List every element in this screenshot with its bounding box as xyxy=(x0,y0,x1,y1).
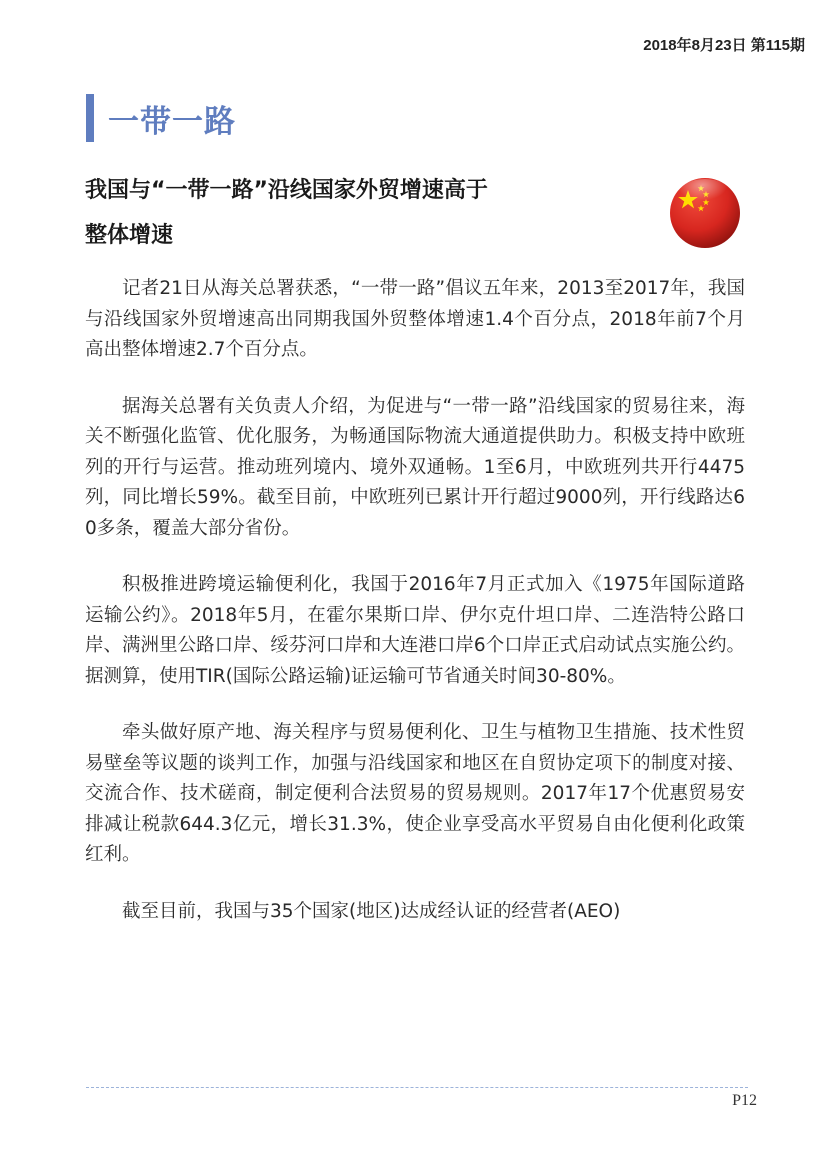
section-title: 一带一路 xyxy=(108,103,236,140)
issue-date: 2018年8月23日 第115期 xyxy=(643,37,805,54)
china-flag-icon xyxy=(668,176,742,250)
paragraph-1: 记者21日从海关总署获悉，“一带一路”倡议五年来，2013至2017年，我国与沿线国家外贸增速高出同期我国外贸整体增速1.4个百分点，2018年前7个月高出整体增速2.7个百分点。 xyxy=(85,278,745,360)
article-body xyxy=(85,274,745,953)
section-accent-bar xyxy=(86,94,94,142)
article-title-line-2: 整体增速 xyxy=(85,223,174,248)
article-title xyxy=(85,168,645,258)
paragraph-5: 截至目前，我国与35个国家(地区)达成经认证的经营者(AEO) xyxy=(122,900,621,922)
footer-divider xyxy=(86,1087,748,1088)
paragraph-4: 牵头做好原产地、海关程序与贸易便利化、卫生与植物卫生措施、技术性贸易壁垒等议题的谈判工作，加强与沿线国家和地区在自贸协定项下的制度对接、交流合作、技术磋商，制定便利合法贸易的贸易规则。2017年17个优惠贸易安排减让税款644.3亿元，增长31.3%，使企业享受高水平贸易自由化便利化政策红利。 xyxy=(85,722,745,865)
paragraph-2: 据海关总署有关负责人介绍，为促进与“一带一路”沿线国家的贸易往来，海关不断强化监管、优化服务，为畅通国际物流大通道提供助力。积极支持中欧班列的开行与运营。推动班列境内、境外双通畅。1至6月，中欧班列共开行4475列，同比增长59%。截至目前，中欧班列已累计开行超过9000列，开行线路达60多条，覆盖大部分省份。 xyxy=(85,395,745,539)
paragraph-3: 积极推进跨境运输便利化，我国于2016年7月正式加入《1975年国际道路运输公约》。2018年5月，在霍尔果斯口岸、伊尔克什坦口岸、二连浩特公路口岸、满洲里公路口岸、绥芬河口岸和大连港口岸6个口岸正式启动试点实施公约。据测算，使用TIR(国际公路运输)证运输可节省通关时间30-80%。 xyxy=(85,574,745,687)
section-header xyxy=(86,94,236,142)
article-title-line-1: 我国与“一带一路”沿线国家外贸增速高于 xyxy=(85,178,488,203)
page-number: P12 xyxy=(732,1092,757,1109)
